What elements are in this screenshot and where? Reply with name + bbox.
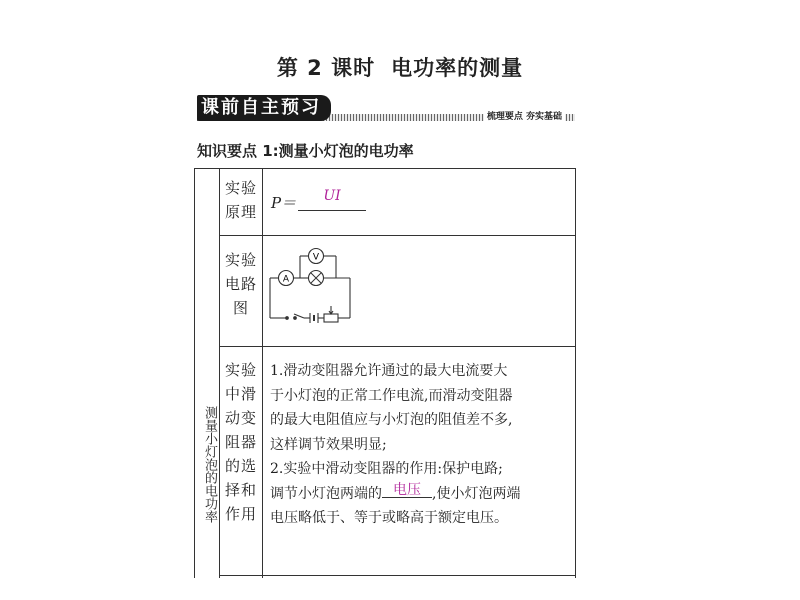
label-line: 实验: [224, 361, 257, 379]
row-divider-2: [219, 346, 576, 347]
lamp-icon: [309, 271, 324, 286]
table-divider-topic: [219, 168, 220, 578]
desc-line: 的最大电阻值应与小灯泡的阻值差不多,: [270, 412, 513, 428]
ammeter-icon: [279, 271, 294, 286]
row-divider-3: [219, 575, 576, 576]
desc-text: 调节小灯泡两端的: [270, 485, 382, 502]
desc-line: 电压略低于、等于或略高于额定电压。: [270, 510, 508, 526]
lesson-title: [0, 52, 800, 82]
row-label-rheostat: [221, 358, 261, 526]
row-label-circuit: [221, 248, 261, 320]
label-line: 阻器: [224, 433, 257, 451]
table-left-border: [194, 168, 195, 578]
desc-line: 这样调节效果明显;: [270, 436, 387, 453]
voltage-answer: 电压: [382, 483, 432, 498]
desc-line: 于小灯泡的正常工作电流,而滑动变阻器: [270, 387, 513, 404]
circuit-diagram: [266, 242, 356, 326]
table-divider-label: [262, 168, 263, 578]
voltmeter-icon: [309, 249, 324, 264]
table-top-border: [194, 168, 576, 169]
label-line: 图: [232, 299, 249, 317]
label-line: 动变: [224, 409, 257, 427]
lesson-number: 第 2 课时: [276, 56, 376, 80]
principle-formula: P＝: [271, 194, 297, 212]
svg-text:A: A: [282, 274, 290, 285]
svg-text:V: V: [312, 252, 320, 263]
table-right-border: [575, 168, 576, 578]
row-label-principle: [221, 176, 261, 224]
knowledge-point-heading: 知识要点 1:测量小灯泡的电功率: [197, 142, 414, 160]
desc-line: 2.实验中滑动变阻器的作用:保护电路;: [270, 461, 503, 477]
section-banner: [197, 95, 575, 125]
rheostat-description: [270, 359, 572, 531]
label-line: 择和: [224, 481, 257, 499]
table-topic: 测量小灯泡的电功率: [202, 406, 217, 523]
label-line: 作用: [224, 505, 257, 523]
row-divider-1: [219, 235, 576, 236]
banner-subtitle: 梳理要点 夯实基础: [484, 111, 565, 123]
principle-answer: UI: [298, 188, 366, 211]
desc-text: ,使小灯泡两端: [432, 485, 521, 502]
desc-line: 1.滑动变阻器允许通过的最大电流要大: [270, 363, 508, 379]
label-line: 实验: [224, 251, 257, 269]
lesson-topic: 电功率的测量: [391, 56, 524, 80]
banner-label: 课前自主预习: [197, 95, 331, 121]
desc-line-with-blank: [270, 482, 572, 507]
label-line: 实验: [224, 179, 257, 197]
label-line: 的选: [224, 457, 257, 475]
label-line: 中滑: [224, 385, 257, 403]
label-line: 原理: [224, 203, 257, 221]
label-line: 电路: [224, 275, 257, 293]
